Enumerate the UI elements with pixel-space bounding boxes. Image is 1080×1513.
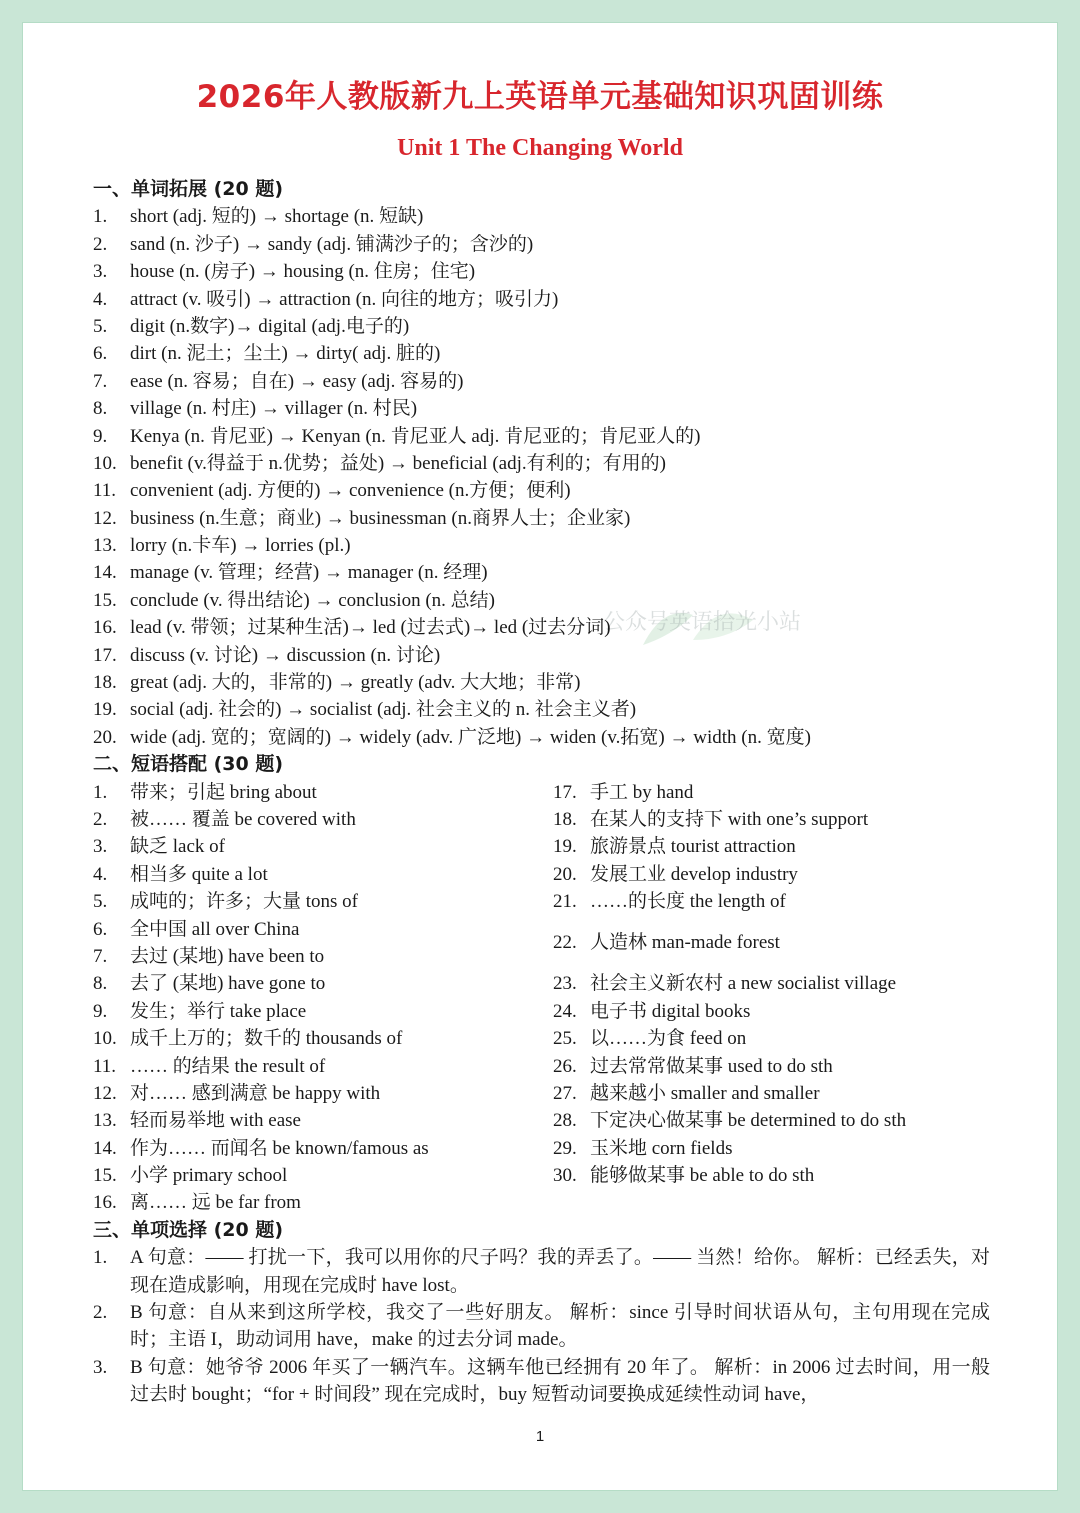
word-item [93,313,1013,340]
phrase-item [93,806,553,833]
item-text: 下定决心做某事 be determined to do sth [590,1110,907,1132]
item-text: 小学 primary school [130,1165,288,1187]
phrase-item [553,806,1013,833]
item-number: 27. [553,1082,577,1104]
item-number: 19. [93,699,117,721]
choice-item [93,1299,1013,1354]
item-text: 作为…… 而闻名 be known/famous as [130,1137,429,1159]
word-item [93,368,1013,395]
item-number: 13. [93,1110,117,1132]
item-number: 10. [93,1028,117,1050]
item-text: discuss (v. 讨论) → discussion (n. 讨论) [130,644,441,666]
item-text: attract (v. 吸引) → attraction (n. 向往的地方；吸引力) [130,288,559,310]
item-number: 18. [553,808,577,830]
phrase-item [93,1107,553,1134]
item-text: short (adj. 短的) → shortage (n. 短缺) [130,206,424,228]
content [93,176,1013,1409]
item-number: 7. [93,370,108,392]
item-text: ……的长度 the length of [590,891,786,913]
item-number: 26. [553,1055,577,1077]
word-item [93,724,1013,751]
item-number: 11. [93,480,117,502]
phrase-item [93,943,553,970]
page-number: 1 [535,1428,545,1445]
item-text: lead (v. 带领；过某种生活)→ led (过去式)→ led (过去分词) [130,617,611,639]
item-number: 22. [553,931,577,953]
item-number: 9. [93,425,108,447]
item-text: benefit (v.得益于 n.优势；益处) → beneficial (adj.有利的；有用的) [130,452,666,474]
phrase-item [553,888,1013,915]
item-number: 20. [93,726,117,748]
item-text: 在某人的支持下 with one’s support [590,808,869,830]
item-text: 玉米地 corn fields [590,1137,733,1159]
item-text: conclude (v. 得出结论) → conclusion (n. 总结) [130,589,495,611]
item-number: 6. [93,918,108,940]
word-item [93,423,1013,450]
word-item [93,340,1013,367]
word-item [93,395,1013,422]
document-title: 2026年人教版新九上英语单元基础知识巩固训练 [196,79,884,115]
item-number: 3. [93,836,108,858]
item-number: 2. [93,1302,108,1324]
item-number: 14. [93,562,117,584]
phrase-item [93,833,553,860]
item-text: business (n.生意；商业) → businessman (n.商界人士；企业家) [130,507,631,529]
choice-item [93,1244,1013,1299]
word-item [93,587,1013,614]
phrase-item [93,970,553,997]
phrase-item [553,998,1013,1025]
phrase-item [553,1025,1013,1052]
word-item [93,669,1013,696]
phrase-item [93,1162,553,1189]
phrase-item [93,1135,553,1162]
choice-list [93,1244,1013,1408]
phrase-item [553,1135,1013,1162]
word-item [93,258,1013,285]
item-number: 2. [93,808,108,830]
word-item [93,505,1013,532]
item-text: B 句意：自从来到这所学校，我交了一些好朋友。 解析：since 引导时间状语从句，主句用现在完成时；主语 I，助动词用 have，make 的过去分词 made。 [130,1302,990,1351]
item-text: convenient (adj. 方便的) → convenience (n.方便；便利) [130,480,571,502]
phrase-item [553,1162,1013,1189]
item-text: ease (n. 容易；自在) → easy (adj. 容易的) [130,370,464,392]
item-text: 带来；引起 bring about [130,781,317,803]
phrase-item [553,779,1013,806]
item-text: great (adj. 大的，非常的) → greatly (adv. 大大地；非常) [130,672,581,694]
item-text: 社会主义新农村 a new socialist village [590,973,897,995]
item-number: 20. [553,863,577,885]
item-number: 3. [93,1356,108,1378]
item-text: 成千上万的；数千的 thousands of [130,1028,403,1050]
word-list [93,203,1013,751]
phrase-item [93,779,553,806]
word-item [93,532,1013,559]
item-number: 21. [553,891,577,913]
item-number: 18. [93,672,117,694]
section-heading-phrases: 二、短语搭配 (30 题) [93,753,284,776]
item-text: 去过 (某地) have been to [130,945,325,967]
phrase-column-left [93,779,553,1217]
phrase-item [553,970,1013,997]
item-text: 电子书 digital books [590,1000,751,1022]
item-text: …… 的结果 the result of [130,1055,326,1077]
item-number: 4. [93,863,108,885]
section-heading-words: 一、单词拓展 (20 题) [93,178,284,200]
phrase-item [93,998,553,1025]
item-text: 以……为食 feed on [590,1028,747,1050]
item-text: B 句意：她爷爷 2006 年买了一辆汽车。这辆车他已经拥有 20 年了。 解析：in 2006 过去时间，用一般过去时 bought；“for + 时间段” 现在完成时，buy 短暂动词要换成延续性动词 have， [130,1356,990,1406]
item-text: 全中国 all over China [130,918,300,940]
item-text: 去了 (某地) have gone to [130,973,326,995]
item-number: 13. [93,535,117,557]
phrase-item [93,1025,553,1052]
word-item [93,477,1013,504]
item-number: 24. [553,1000,577,1022]
choice-item [93,1354,1013,1409]
phrase-item [93,1053,553,1080]
item-number: 16. [93,617,117,639]
item-number: 28. [553,1110,577,1132]
item-number: 15. [93,1165,117,1187]
item-number: 12. [93,507,117,529]
document-page [22,22,1058,1491]
item-number: 8. [93,398,108,420]
item-text: Kenya (n. 肯尼亚) → Kenyan (n. 肯尼亚人 adj. 肯尼亚的；肯尼亚人的) [130,425,701,447]
word-item [93,696,1013,723]
item-number: 9. [93,1000,108,1022]
word-item [93,642,1013,669]
item-number: 12. [93,1082,117,1104]
item-number: 7. [93,945,108,967]
item-text: 过去常常做某事 used to do sth [590,1055,833,1077]
item-text: manage (v. 管理；经营) → manager (n. 经理) [130,562,488,584]
item-number: 1. [93,1247,108,1269]
item-text: 离…… 远 be far from [130,1192,301,1214]
item-text: 发生；举行 take place [130,1000,307,1022]
item-number: 5. [93,891,108,913]
item-number: 1. [93,781,108,803]
phrase-item [553,1053,1013,1080]
phrase-item [553,1080,1013,1107]
item-number: 10. [93,452,117,474]
item-text: wide (adj. 宽的；宽阔的) → widely (adv. 广泛地) → widen (v.拓宽) → width (n. 宽度) [130,726,811,748]
phrase-item [93,1189,553,1216]
item-text: village (n. 村庄) → villager (n. 村民) [130,398,418,420]
item-number: 6. [93,343,108,365]
phrase-item [553,916,1013,971]
unit-title: Unit 1 The Changing World [397,135,683,161]
item-number: 25. [553,1028,577,1050]
phrase-column-right [553,779,1013,1217]
item-number: 2. [93,233,108,255]
phrase-item [553,833,1013,860]
word-item [93,450,1013,477]
item-text: sand (n. 沙子) → sandy (adj. 铺满沙子的；含沙的) [130,233,534,255]
item-text: house (n. (房子) → housing (n. 住房；住宅) [130,261,476,283]
item-number: 23. [553,973,577,995]
phrase-item [553,1107,1013,1134]
item-number: 19. [553,836,577,858]
item-text: 发展工业 develop industry [590,863,798,885]
item-text: 相当多 quite a lot [130,863,268,885]
phrase-item [93,888,553,915]
item-text: 成吨的；许多；大量 tons of [130,891,359,913]
phrase-columns [93,779,1013,1217]
item-number: 14. [93,1137,117,1159]
item-text: 对…… 感到满意 be happy with [130,1082,381,1104]
item-number: 3. [93,261,108,283]
item-text: 越来越小 smaller and smaller [590,1082,820,1104]
word-item [93,614,1013,641]
item-number: 4. [93,288,108,310]
item-text: 人造林 man-made forest [590,931,780,953]
item-number: 8. [93,973,108,995]
item-number: 29. [553,1137,577,1159]
item-number: 15. [93,589,117,611]
item-text: dirt (n. 泥土；尘土) → dirty( adj. 脏的) [130,343,441,365]
item-number: 11. [93,1055,117,1077]
item-number: 17. [93,644,117,666]
phrase-item [93,861,553,888]
section-heading-choices: 三、单项选择 (20 题) [93,1218,284,1241]
item-text: lorry (n.卡车) → lorries (pl.) [130,535,351,557]
item-text: 被…… 覆盖 be covered with [130,808,356,830]
item-number: 16. [93,1192,117,1214]
watermark-text: 公众号英语拾光小站 [603,610,802,635]
phrase-item [553,861,1013,888]
phrase-item [93,1080,553,1107]
item-number: 30. [553,1165,577,1187]
item-number: 17. [553,781,577,803]
item-text: 手工 by hand [590,781,694,803]
item-number: 5. [93,315,108,337]
item-text: 能够做某事 be able to do sth [590,1165,815,1187]
word-item [93,286,1013,313]
item-text: 缺乏 lack of [130,836,225,858]
phrase-item [93,916,553,943]
word-item [93,559,1013,586]
item-text: 旅游景点 tourist attraction [590,836,796,858]
word-item [93,203,1013,230]
word-item [93,231,1013,258]
item-text: A 句意：—— 打扰一下，我可以用你的尺子吗？我的弄丢了。—— 当然！给你。 解析：已经丢失，对现在造成影响，用现在完成时 have lost。 [130,1247,990,1296]
item-text: 轻而易举地 with ease [130,1110,301,1132]
item-text: social (adj. 社会的) → socialist (adj. 社会主义的 n. 社会主义者) [130,699,637,721]
item-text: digit (n.数字)→ digital (adj.电子的) [130,315,410,337]
item-number: 1. [93,206,108,228]
